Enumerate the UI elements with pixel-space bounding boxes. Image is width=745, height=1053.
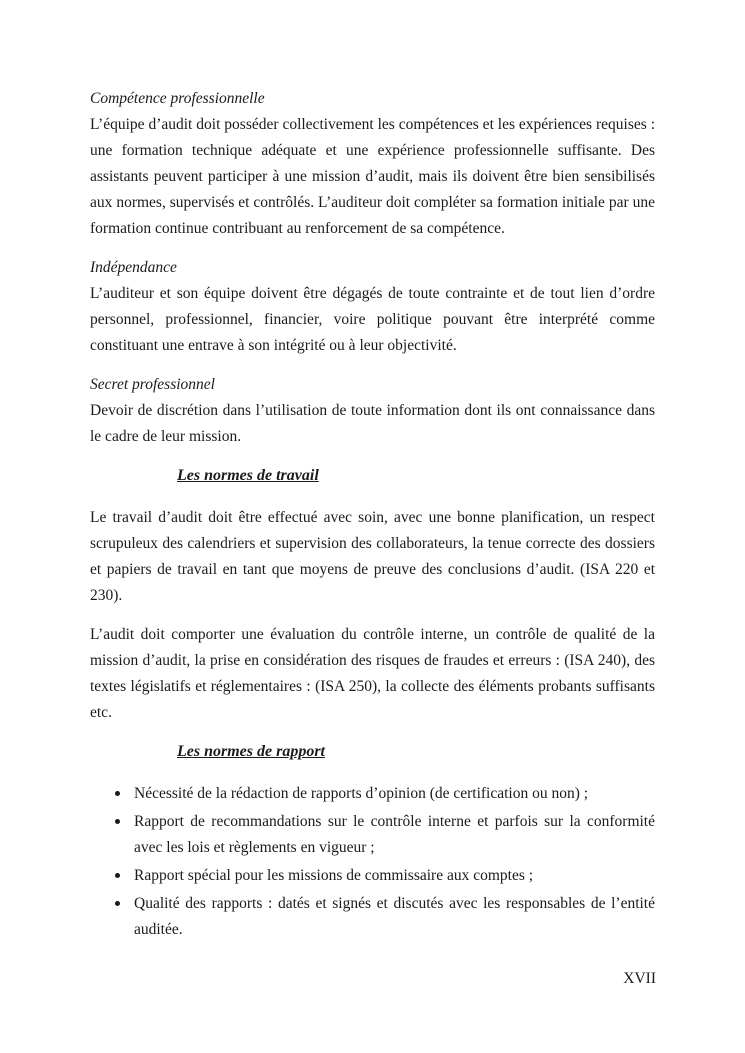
section-normes-de-rapport xyxy=(90,739,655,943)
bullet-icon xyxy=(115,873,120,878)
norm-heading-travail: Les normes de travail xyxy=(177,467,319,484)
paragraph: L’auditeur et son équipe doivent être dégagés de toute contrainte et de tout lien d’ordre personnel, professionnel, financier, voire politique pouvant être interprété comme constituant une entrave à son intégrité ou à leur objectivité. xyxy=(90,285,655,354)
section-heading: Compétence professionnelle xyxy=(90,90,265,107)
bullet-text: Rapport spécial pour les missions de commissaire aux comptes ; xyxy=(134,867,534,884)
section-secret-professionnel xyxy=(90,372,655,450)
list-item xyxy=(90,891,655,943)
bullet-text: Rapport de recommandations sur le contrôle interne et parfois sur la conformité avec les lois et règlements en vigueur ; xyxy=(134,813,655,856)
section-heading: Secret professionnel xyxy=(90,376,215,393)
section-independance xyxy=(90,255,655,359)
bullet-text: Nécessité de la rédaction de rapports d’opinion (de certification ou non) ; xyxy=(134,785,589,802)
list-item xyxy=(90,781,655,807)
bullet-text: Qualité des rapports : datés et signés et discutés avec les responsables de l’entité auditée. xyxy=(134,895,655,938)
list-item xyxy=(90,863,655,889)
list-item xyxy=(90,809,655,861)
section-competence-professionnelle xyxy=(90,86,655,242)
bullet-icon xyxy=(115,901,120,906)
report-norms-list xyxy=(90,781,655,943)
paragraph: Devoir de discrétion dans l’utilisation de toute information dont ils ont connaissance dans le cadre de leur mission. xyxy=(90,402,655,445)
paragraph: L’audit doit comporter une évaluation du contrôle interne, un contrôle de qualité de la mission d’audit, la prise en considération des risques de fraudes et erreurs : (ISA 240), des textes législatifs et réglementaires : (ISA 250), la collecte des éléments probants suffisants etc. xyxy=(90,626,655,721)
bullet-icon xyxy=(115,791,120,796)
paragraph: L’équipe d’audit doit posséder collectivement les compétences et les expériences requises : une formation technique adéquate et une expérience professionnelle suffisante. Des assistants peuvent participer à une mission d’audit, mais ils doivent être bien sensibilisés aux normes, supervisés et contrôlés. L’auditeur doit compléter sa formation initiale par une formation continue contribuant au renforcement de sa compétence. xyxy=(90,116,655,237)
bullet-icon xyxy=(115,819,120,824)
section-normes-de-travail xyxy=(90,463,655,726)
page-content xyxy=(90,86,655,945)
norm-heading-rapport: Les normes de rapport xyxy=(177,743,325,760)
page-number: XVII xyxy=(623,970,656,987)
section-heading: Indépendance xyxy=(90,259,177,276)
paragraph: Le travail d’audit doit être effectué avec soin, avec une bonne planification, un respect scrupuleux des calendriers et supervision des collaborateurs, la tenue correcte des dossiers et papiers de travail en tant que moyens de preuve des conclusions d’audit. (ISA 220 et 230). xyxy=(90,509,655,604)
